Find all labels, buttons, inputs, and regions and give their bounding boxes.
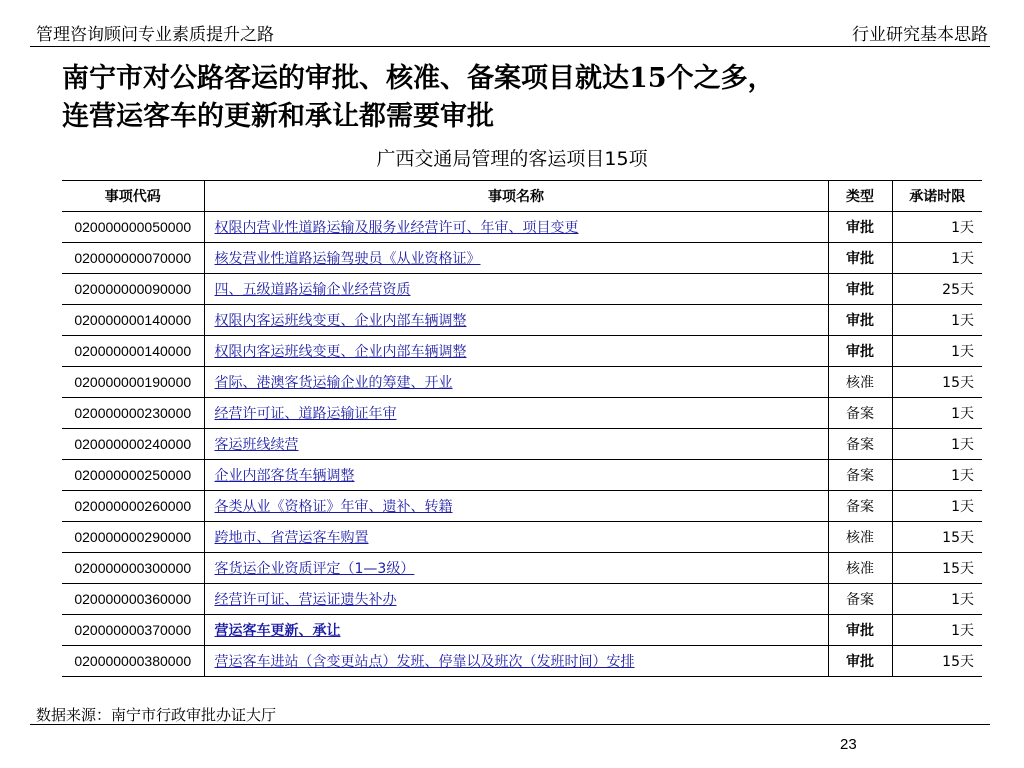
table-row [62, 584, 982, 615]
cell-code: 020000000140000 [62, 305, 204, 336]
item-name-link[interactable]: 核发营业性道路运输驾驶员《从业资格证》 [214, 251, 481, 267]
table-row [62, 553, 982, 584]
cell-name [204, 274, 828, 305]
item-name-link[interactable]: 经营许可证、道路运输证年审 [214, 406, 397, 422]
table-row [62, 212, 982, 243]
headline [62, 60, 962, 136]
item-name-link[interactable]: 客运班线续营 [214, 437, 299, 453]
item-name-link[interactable]: 权限内客运班线变更、企业内部车辆调整 [214, 313, 467, 329]
cell-limit: 1天 [892, 212, 982, 243]
header-divider [30, 46, 990, 47]
cell-name [204, 429, 828, 460]
cell-type: 备案 [828, 460, 892, 491]
cell-type: 核准 [828, 367, 892, 398]
table-row [62, 398, 982, 429]
cell-type: 审批 [828, 243, 892, 274]
cell-code: 020000000250000 [62, 460, 204, 491]
cell-name [204, 491, 828, 522]
cell-limit: 1天 [892, 615, 982, 646]
cell-code: 020000000190000 [62, 367, 204, 398]
headline-line-1: 南宁市对公路客运的审批、核准、备案项目就达15个之多， [62, 63, 775, 94]
table-row [62, 305, 982, 336]
cell-name [204, 553, 828, 584]
cell-limit: 25天 [892, 274, 982, 305]
cell-code: 020000000290000 [62, 522, 204, 553]
header-right-title: 行业研究基本思路 [852, 25, 988, 45]
cell-name [204, 367, 828, 398]
cell-limit: 1天 [892, 398, 982, 429]
item-name-link[interactable]: 客货运企业资质评定（1—3级） [214, 561, 415, 577]
column-header-type: 类型 [828, 181, 892, 212]
cell-name [204, 584, 828, 615]
cell-name [204, 522, 828, 553]
cell-limit: 1天 [892, 491, 982, 522]
table-row [62, 460, 982, 491]
header-left-title: 管理咨询顾问专业素质提升之路 [36, 25, 274, 45]
cell-type: 备案 [828, 491, 892, 522]
cell-limit: 15天 [892, 646, 982, 677]
cell-code: 020000000380000 [62, 646, 204, 677]
table-row [62, 274, 982, 305]
item-name-link[interactable]: 省际、港澳客货运输企业的筹建、开业 [214, 375, 453, 391]
item-name-link[interactable]: 各类从业《资格证》年审、遗补、转籍 [214, 499, 453, 515]
cell-limit: 1天 [892, 584, 982, 615]
column-header-code: 事项代码 [62, 181, 204, 212]
cell-name [204, 398, 828, 429]
cell-limit: 1天 [892, 336, 982, 367]
table-row [62, 429, 982, 460]
item-name-link[interactable]: 营运客车更新、承让 [214, 623, 341, 639]
cell-code: 020000000360000 [62, 584, 204, 615]
cell-limit: 15天 [892, 522, 982, 553]
table-row [62, 615, 982, 646]
cell-type: 备案 [828, 429, 892, 460]
table-body [62, 212, 982, 677]
cell-limit: 15天 [892, 553, 982, 584]
project-table [62, 180, 982, 677]
item-name-link[interactable]: 企业内部客货车辆调整 [214, 468, 355, 484]
cell-name [204, 646, 828, 677]
cell-type: 核准 [828, 522, 892, 553]
footer-divider [30, 724, 990, 725]
cell-limit: 1天 [892, 429, 982, 460]
cell-name [204, 212, 828, 243]
cell-name [204, 460, 828, 491]
cell-name [204, 615, 828, 646]
table-row [62, 367, 982, 398]
table-header-row [62, 181, 982, 212]
cell-limit: 15天 [892, 367, 982, 398]
item-name-link[interactable]: 权限内客运班线变更、企业内部车辆调整 [214, 344, 467, 360]
cell-type: 审批 [828, 336, 892, 367]
column-header-name: 事项名称 [204, 181, 828, 212]
column-header-limit: 承诺时限 [892, 181, 982, 212]
cell-type: 审批 [828, 212, 892, 243]
cell-name [204, 305, 828, 336]
headline-line-2: 连营运客车的更新和承让都需要审批 [62, 101, 494, 132]
cell-code: 020000000090000 [62, 274, 204, 305]
cell-code: 020000000300000 [62, 553, 204, 584]
table-row [62, 336, 982, 367]
cell-type: 备案 [828, 584, 892, 615]
item-name-link[interactable]: 权限内营业性道路运输及服务业经营许可、年审、项目变更 [214, 220, 579, 236]
table-row [62, 491, 982, 522]
item-name-link[interactable]: 经营许可证、营运证遗失补办 [214, 592, 397, 608]
cell-limit: 1天 [892, 460, 982, 491]
item-name-link[interactable]: 跨地市、省营运客车购置 [214, 530, 369, 546]
cell-type: 核准 [828, 553, 892, 584]
cell-name [204, 243, 828, 274]
table-row [62, 243, 982, 274]
cell-code: 020000000240000 [62, 429, 204, 460]
cell-type: 审批 [828, 615, 892, 646]
cell-code: 020000000260000 [62, 491, 204, 522]
cell-type: 审批 [828, 274, 892, 305]
cell-limit: 1天 [892, 305, 982, 336]
cell-code: 020000000140000 [62, 336, 204, 367]
cell-type: 审批 [828, 646, 892, 677]
page-number: 23 [840, 736, 857, 753]
table-row [62, 646, 982, 677]
cell-type: 审批 [828, 305, 892, 336]
cell-type: 备案 [828, 398, 892, 429]
cell-code: 020000000370000 [62, 615, 204, 646]
cell-name [204, 336, 828, 367]
cell-code: 020000000070000 [62, 243, 204, 274]
data-source-note: 数据来源：南宁市行政审批办证大厅 [36, 706, 277, 724]
item-name-link[interactable]: 四、五级道路运输企业经营资质 [214, 282, 411, 298]
cell-code: 020000000050000 [62, 212, 204, 243]
cell-limit: 1天 [892, 243, 982, 274]
table-title: 广西交通局管理的客运项目15项 [376, 148, 648, 170]
table-row [62, 522, 982, 553]
item-name-link[interactable]: 营运客车进站（含变更站点）发班、停靠以及班次（发班时间）安排 [214, 654, 635, 670]
cell-code: 020000000230000 [62, 398, 204, 429]
